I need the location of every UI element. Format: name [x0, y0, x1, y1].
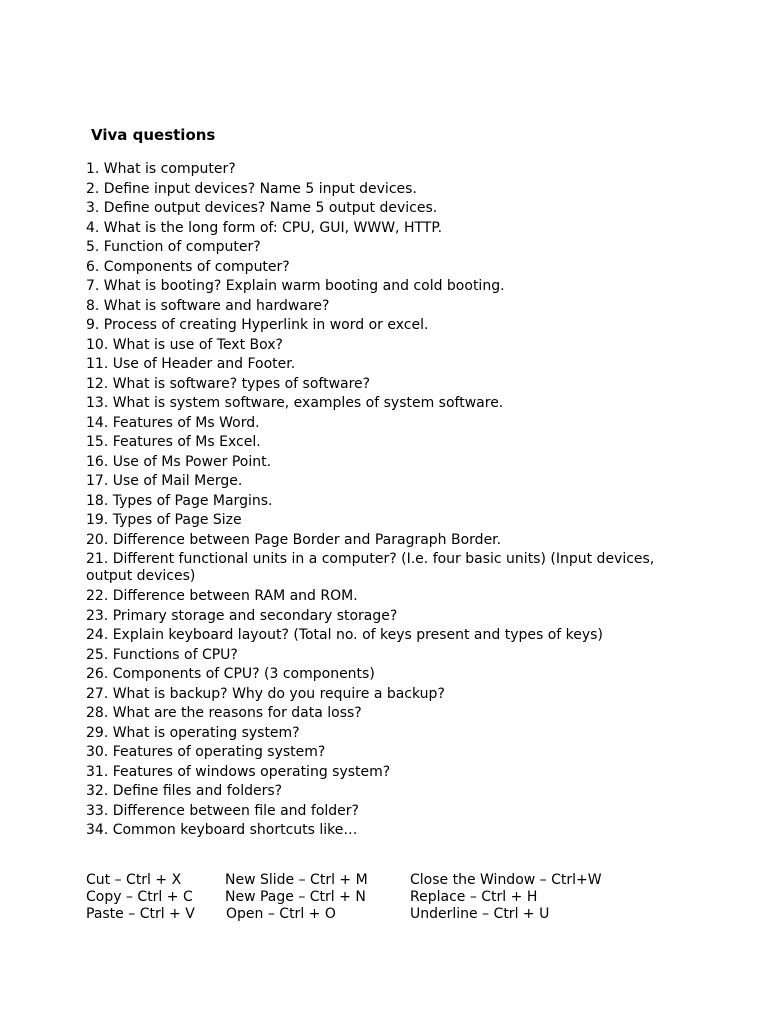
list-item: 5. Function of computer? — [86, 239, 261, 255]
shortcut-underline: Underline – Ctrl + U — [410, 906, 550, 922]
shortcut-paste: Paste – Ctrl + V — [86, 906, 195, 922]
shortcut-new-page: New Page – Ctrl + N — [225, 889, 366, 905]
list-item: 11. Use of Header and Footer. — [86, 356, 296, 372]
list-item: 30. Features of operating system? — [86, 744, 326, 760]
list-item: 24. Explain keyboard layout? (Total no. of keys present and types of keys) — [86, 627, 603, 643]
list-item: 21. Different functional units in a computer? (I.e. four basic units) (Input devices, output devices) — [86, 551, 655, 584]
list-item: 14. Features of Ms Word. — [86, 414, 260, 431]
list-item: 34. Common keyboard shortcuts like… — [86, 822, 358, 838]
list-item: 33. Difference between file and folder? — [86, 802, 359, 819]
list-item: 27. What is backup? Why do you require a backup? — [86, 685, 445, 702]
list-item: 13. What is system software, examples of system software. — [86, 395, 504, 411]
list-item: 31. Features of windows operating system? — [86, 763, 391, 780]
list-item: 23. Primary storage and secondary storage? — [86, 607, 398, 624]
shortcut-copy: Copy – Ctrl + C — [86, 889, 193, 905]
list-item: 32. Define files and folders? — [86, 783, 283, 799]
list-item: 26. Components of CPU? (3 components) — [86, 666, 375, 682]
shortcut-open: Open – Ctrl + O — [226, 906, 336, 922]
list-item: 9. Process of creating Hyperlink in word or excel. — [86, 317, 429, 333]
list-item: 22. Difference between RAM and ROM. — [86, 588, 358, 604]
list-item: 7. What is booting? Explain warm booting and cold booting. — [86, 278, 505, 294]
list-item: 4. What is the long form of: CPU, GUI, WWW, HTTP. — [86, 219, 443, 236]
shortcut-cut: Cut – Ctrl + X — [86, 872, 182, 888]
list-item: 6. Components of computer? — [86, 258, 290, 275]
list-item: 10. What is use of Text Box? — [86, 336, 283, 353]
list-item: 19. Types of Page Size — [86, 512, 242, 528]
list-item: 12. What is software? types of software? — [86, 375, 371, 392]
shortcut-replace: Replace – Ctrl + H — [410, 889, 538, 905]
list-item: 16. Use of Ms Power Point. — [86, 453, 272, 470]
list-item: 20. Difference between Page Border and Paragraph Border. — [86, 531, 502, 548]
list-item: 28. What are the reasons for data loss? — [86, 705, 362, 721]
list-item: 1. What is computer? — [86, 161, 236, 177]
page-title: Viva questions — [91, 126, 216, 144]
list-item: 8. What is software and hardware? — [86, 297, 330, 314]
list-item: 3. Define output devices? Name 5 output devices. — [86, 200, 438, 216]
shortcut-new-slide: New Slide – Ctrl + M — [225, 872, 368, 888]
list-item: 15. Features of Ms Excel. — [86, 434, 261, 450]
list-item: 18. Types of Page Margins. — [86, 492, 273, 509]
list-item: 25. Functions of CPU? — [86, 646, 238, 663]
list-item: 17. Use of Mail Merge. — [86, 473, 243, 489]
list-item: 29. What is operating system? — [86, 724, 300, 741]
list-item: 2. Define input devices? Name 5 input devices. — [86, 180, 417, 197]
question-list — [86, 160, 686, 841]
shortcut-close-window: Close the Window – Ctrl+W — [410, 872, 602, 888]
